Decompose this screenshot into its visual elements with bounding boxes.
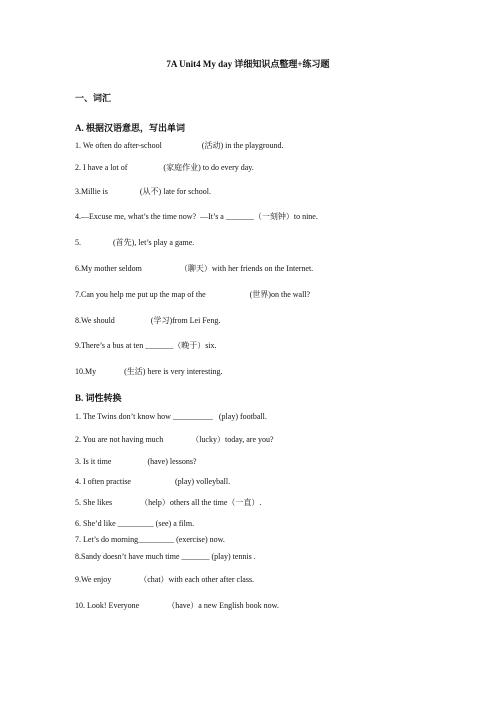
exercise-b-item: 1. The Twins don’t know how __________ (play) football.	[75, 412, 267, 421]
exercise-b-item: 2. You are not having much （lucky）today, are you?	[75, 435, 274, 444]
exercise-a-item: 4.—Excuse me, what’s the time now? —It’s a _______（一刻钟）to nine.	[75, 212, 318, 221]
exercise-b-item: 6. She’d like _________ (see) a film.	[75, 519, 195, 528]
exercise-b-item: 5. She likes （help）others all the time（一直）.	[75, 498, 262, 507]
part-b-heading: B. 词性转换	[75, 393, 122, 403]
exercise-b-item: 8.Sandy doesn’t have much time _______ (play) tennis .	[75, 552, 256, 561]
exercise-a-item: 3.Millie is (从不) late for school.	[75, 187, 211, 196]
exercise-b-item: 4. I often practise (play) volleyball.	[75, 477, 231, 486]
exercise-a-item: 10.My (生活) here is very interesting.	[75, 367, 223, 376]
exercise-b-item: 3. Is it time (have) lessons?	[75, 457, 197, 466]
exercise-b-item: 7. Let’s do morning_________ (exercise) now.	[75, 535, 225, 544]
exercise-b-item: 10. Look! Everyone （have）a new English book now.	[75, 601, 279, 610]
exercise-b-item: 9.We enjoy （chat）with each other after class.	[75, 575, 255, 584]
exercise-a-item: 8.We should (学习)from Lei Feng.	[75, 316, 221, 325]
section-heading-vocabulary: 一、词汇	[75, 93, 112, 103]
exercise-a-item: 6.My mother seldom （聊天）with her friends on the Internet.	[75, 264, 314, 273]
part-a-heading: A. 根据汉语意思，写出单词	[75, 123, 186, 133]
exercise-a-item: 1. We often do after-school (活动) in the playground.	[75, 141, 284, 150]
exercise-a-item: 5. (首先), let’s play a game.	[75, 238, 195, 247]
exercise-a-item: 7.Can you help me put up the map of the (世界)on the wall?	[75, 290, 311, 299]
document-title: 7A Unit4 My day 详细知识点整理+练习题	[166, 59, 330, 69]
exercise-a-item: 2. I have a lot of (家庭作业) to do every day.	[75, 163, 254, 172]
exercise-a-item: 9.There’s a bus at ten _______（晚于）six.	[75, 341, 217, 350]
